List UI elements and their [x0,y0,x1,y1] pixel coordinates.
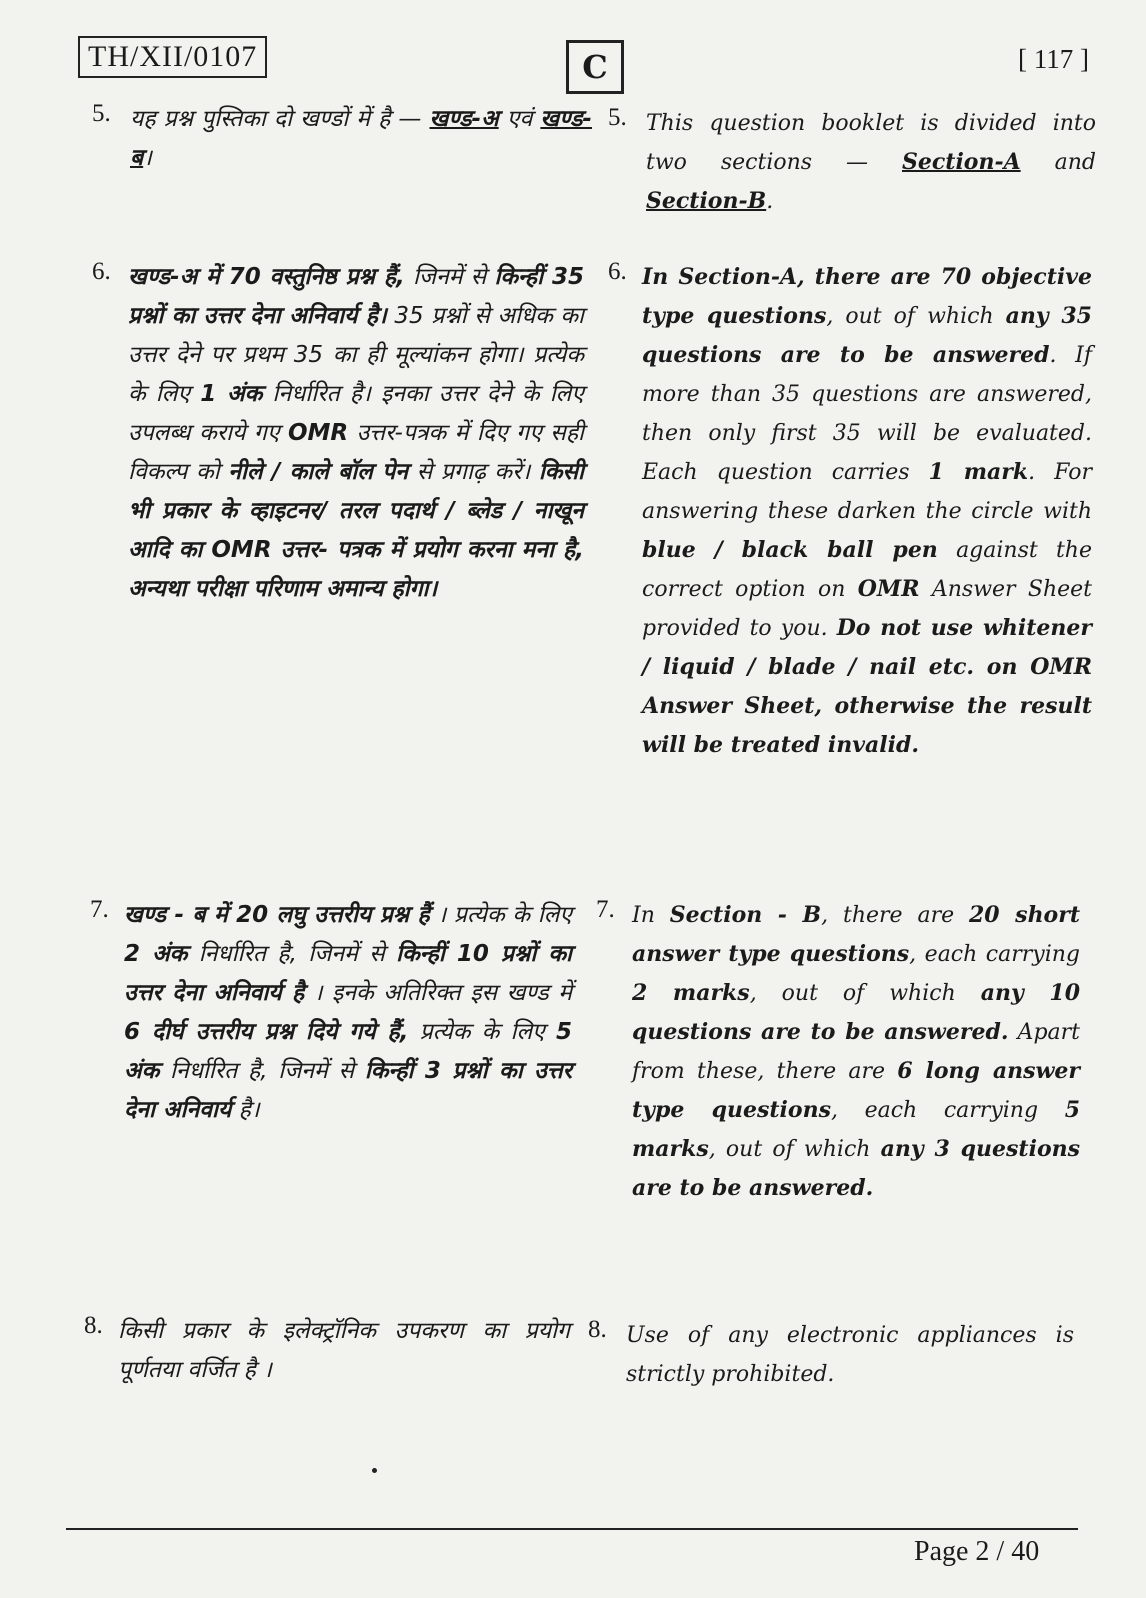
hindi-text [118,1312,570,1390]
text-run: । [143,145,152,171]
text-run: any 3 questions are to be answered. [632,1136,1080,1201]
text-run: निर्धारित है। इनका उत्तर देने के लिए उपलब्ध कराये गए [128,381,584,446]
text-run: This question booklet is divided into two sections — [646,111,1096,175]
text-run: , out of which [749,981,981,1006]
text-run: Section - B [669,902,822,928]
item-number: 6. [92,258,111,285]
text-run: , out of which [826,304,1006,329]
text-run: 5 marks [632,1097,1080,1162]
instruction-6-english [608,258,1092,765]
text-run: any 35 questions are to be answered [642,303,1092,368]
text-run: 1 mark [928,459,1029,485]
text-run: । इनके अतिरिक्त इस खण्ड में [304,980,572,1006]
item-number: 8. [84,1312,103,1339]
text-run: निर्धारित है, जिनमें से [187,941,397,967]
text-run: Do not use whitener / liquid / blade / nail etc. on OMR Answer Sheet, otherwise the result will be treated invalid. [642,615,1092,758]
text-run: OMR [857,576,920,602]
item-number: 5. [608,104,627,131]
text-run: In [632,903,670,928]
text-run: 5 अंक [124,1019,572,1084]
text-run: खण्ड-अ में 70 वस्तुनिष्ठ प्रश्न हैं, [128,264,405,290]
english-text [646,104,1096,221]
instruction-6-hindi [92,258,584,609]
instruction-8-english [588,1316,1074,1394]
text-run: against the correct option on [642,538,1093,602]
english-text [642,258,1092,765]
text-run: यह प्रश्न पुस्तिका दो खण्डों में है — [130,106,430,132]
text-run: and [1020,150,1096,175]
text-run: । प्रत्येक के लिए [429,902,573,928]
text-run: , each carrying [830,1098,1065,1123]
set-letter-box: C [566,40,624,94]
hindi-text [124,896,572,1130]
english-text [626,1316,1074,1394]
text-run: 6 दीर्घ उत्तरीय प्रश्न दिये गये हैं, [124,1019,409,1045]
text-run: . For answering these darken the circle with [642,460,1092,524]
item-number: 8. [588,1316,607,1343]
instruction-5-hindi [92,100,592,178]
footer-divider [66,1528,1078,1530]
text-run: किन्हीं 3 प्रश्नों का उत्तर देना अनिवार्य [124,1058,573,1123]
text-run: Section-A [902,149,1021,175]
text-run: नीले / काले बॉल पेन [228,459,409,485]
text-run: , there are [821,903,969,928]
item-number: 7. [596,896,615,923]
text-run: , out of which [708,1137,881,1162]
instruction-5-english [608,104,1096,221]
text-run: खण्ड-अ [429,106,499,132]
text-run: any 10 questions are to be answered. [632,980,1080,1045]
hindi-text [128,258,584,609]
instruction-8-hindi [84,1312,570,1390]
text-run: एवं [498,106,541,132]
text-run: है। [231,1097,260,1123]
text-run: Use of any electronic appliances is strictly prohibited. [626,1323,1074,1387]
item-number: 5. [92,100,111,127]
text-run: OMR [287,420,349,446]
print-speck [372,1468,377,1473]
text-run: Section-B [646,188,767,214]
text-run: किसी भी प्रकार के व्हाइटनर/ तरल पदार्थ / ब्लेड / नाखून आदि का OMR उत्तर- पत्रक में प्रयोग करना मना है, अन्यथा परीक्षा परिणाम अमान्य होगा। [128,459,584,602]
text-run: In Section-A, there are 70 objective type questions [642,264,1092,329]
text-run: निर्धारित है, जिनमें से [159,1058,365,1084]
footer-page-label: Page 2 / 40 [914,1536,1040,1567]
text-run: . If more than 35 questions are answered, then only first 35 will be evaluated. Each question carries [642,343,1092,485]
text-run: 2 marks [632,980,750,1006]
text-run: 6 long answer type questions [632,1058,1080,1123]
text-run: से प्रगाढ़ करें। [408,459,539,485]
text-run: उत्तर-पत्रक में दिए गए सही विकल्प को [128,420,584,485]
item-number: 7. [90,896,109,923]
text-run: 1 अंक [200,381,263,407]
paper-code: TH/XII/0107 [78,36,267,78]
text-run: 20 short answer type questions [632,902,1080,967]
text-run: किन्हीं 35 प्रश्नों का उत्तर देना अनिवार्य है। [128,264,584,329]
page-number: [ 117 ] [1018,44,1089,74]
text-run: खण्ड-ब [130,106,592,171]
instruction-7-hindi [90,896,572,1130]
english-text [632,896,1080,1208]
text-run: प्रत्येक के लिए [408,1019,556,1045]
text-run: 2 अंक [124,941,188,967]
text-run: किन्हीं 10 प्रश्नों का उत्तर देना अनिवार्य है [124,941,573,1006]
text-run: किसी प्रकार के इलेक्ट्रॉनिक उपकरण का प्रयोग पूर्णतया वर्जित है । [118,1318,570,1383]
text-run: , each carrying [909,942,1080,967]
text-run: Apart from these, there are [632,1020,1081,1084]
text-run: blue / black ball pen [642,537,938,563]
instruction-7-english [596,896,1080,1208]
text-run: . [766,189,774,214]
text-run: खण्ड - ब में 20 लघु उत्तरीय प्रश्न हैं [124,902,430,928]
text-run: 35 प्रश्नों से अधिक का उत्तर देने पर प्रथम 35 का ही मूल्यांकन होगा। प्रत्येक के लिए [128,303,584,407]
hindi-text [130,100,592,178]
text-run: जिनमें से [404,264,495,290]
text-run: Answer Sheet provided to you. [642,577,1092,641]
item-number: 6. [608,258,627,285]
